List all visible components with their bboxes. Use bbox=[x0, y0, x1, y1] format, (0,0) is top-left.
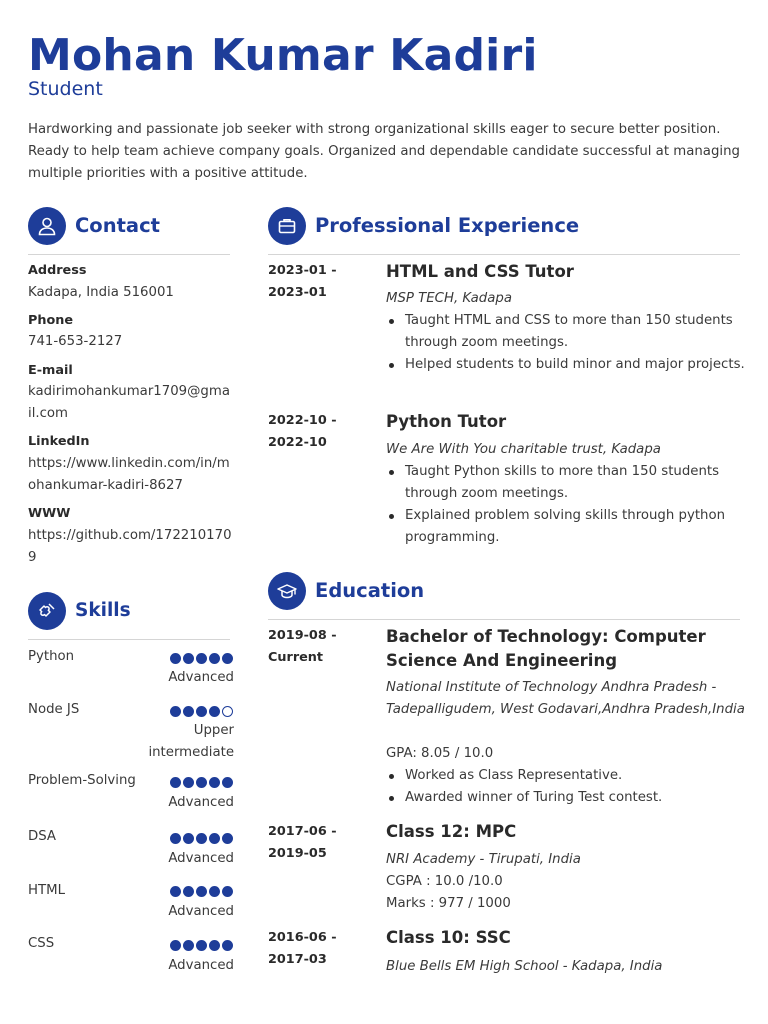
edu-bullet: Awarded winner of Turing Test contest. bbox=[405, 787, 745, 809]
edu-marks: Marks : 977 / 1000 bbox=[386, 896, 511, 911]
skill-name: Node JS bbox=[28, 702, 80, 717]
rating-dot-filled bbox=[196, 653, 207, 664]
job-title: HTML and CSS Tutor bbox=[386, 262, 574, 281]
edu-org: NRI Academy - Tirupati, India bbox=[386, 852, 581, 867]
rating-dot-filled bbox=[209, 833, 220, 844]
skills-title: Skills bbox=[75, 600, 131, 621]
contact-value-email[interactable]: kadirimohankumar1709@gmail.com bbox=[28, 384, 230, 421]
job-date-end: 2022-10 bbox=[268, 435, 327, 450]
rating-dot-filled bbox=[183, 833, 194, 844]
skill-rating bbox=[170, 833, 233, 845]
rating-dot-filled bbox=[196, 777, 207, 788]
skill-rating bbox=[170, 653, 233, 665]
contact-label-email: E-mail bbox=[28, 363, 73, 378]
edu-org: National Institute of Technology Andhra Pradesh - Tadepalligudem, West Godavari,Andhra Pradesh,India bbox=[386, 680, 745, 717]
edu-title: Class 12: MPC bbox=[386, 822, 517, 841]
job-org: We Are With You charitable trust, Kadapa bbox=[386, 442, 661, 457]
rating-dot-filled bbox=[196, 833, 207, 844]
contact-value-phone: 741-653-2127 bbox=[28, 334, 123, 349]
skill-rating bbox=[170, 706, 233, 718]
candidate-role: Student bbox=[28, 78, 103, 100]
rating-dot-filled bbox=[183, 706, 194, 717]
job-title: Python Tutor bbox=[386, 412, 507, 431]
skill-level: Advanced bbox=[168, 795, 234, 810]
job-bullet: Taught Python skills to more than 150 students through zoom meetings. bbox=[405, 461, 745, 505]
rating-dot-filled bbox=[222, 653, 233, 664]
edu-date-start: 2017-06 - bbox=[268, 824, 337, 839]
skill-rating bbox=[170, 886, 233, 898]
rating-dot-filled bbox=[183, 940, 194, 951]
graduation-cap-icon bbox=[268, 572, 306, 610]
education-title: Education bbox=[315, 579, 425, 602]
skill-name: Problem-Solving bbox=[28, 773, 136, 788]
skill-level: Advanced bbox=[168, 904, 234, 919]
rating-dot-filled bbox=[170, 706, 181, 717]
job-org: MSP TECH, Kadapa bbox=[386, 291, 512, 306]
contact-value-www[interactable]: https://github.com/1722101709 bbox=[28, 528, 232, 565]
rating-dot-filled bbox=[183, 886, 194, 897]
experience-section-header bbox=[268, 207, 740, 247]
puzzle-icon bbox=[28, 592, 66, 630]
rating-dot-filled bbox=[170, 833, 181, 844]
contact-value-address: Kadapa, India 516001 bbox=[28, 285, 174, 300]
rating-dot-filled bbox=[222, 833, 233, 844]
edu-date-start: 2019-08 - bbox=[268, 628, 337, 643]
experience-title: Professional Experience bbox=[315, 214, 580, 237]
rating-dot-empty bbox=[222, 706, 233, 717]
edu-bullet: Worked as Class Representative. bbox=[405, 765, 745, 787]
job-date-end: 2023-01 bbox=[268, 285, 327, 300]
edu-date-end: 2019-05 bbox=[268, 846, 327, 861]
rating-dot-filled bbox=[222, 886, 233, 897]
edu-date-start: 2016-06 - bbox=[268, 930, 337, 945]
rating-dot-filled bbox=[183, 653, 194, 664]
contact-label-phone: Phone bbox=[28, 313, 74, 328]
job-date-start: 2023-01 - bbox=[268, 263, 337, 278]
rating-dot-filled bbox=[196, 706, 207, 717]
contact-label-address: Address bbox=[28, 263, 87, 278]
contact-label-www: WWW bbox=[28, 506, 71, 521]
rating-dot-filled bbox=[170, 886, 181, 897]
rating-dot-filled bbox=[196, 940, 207, 951]
skill-rating bbox=[170, 777, 233, 789]
experience-divider bbox=[268, 254, 740, 255]
skill-name: DSA bbox=[28, 829, 57, 844]
job-bullet: Explained problem solving skills through python programming. bbox=[405, 505, 745, 549]
skill-name: Python bbox=[28, 649, 75, 664]
skill-name: CSS bbox=[28, 936, 55, 951]
skills-divider bbox=[28, 639, 230, 640]
contact-section-header bbox=[28, 207, 230, 247]
skill-name: HTML bbox=[28, 883, 66, 898]
education-divider bbox=[268, 619, 740, 620]
job-bullet: Taught HTML and CSS to more than 150 students through zoom meetings. bbox=[405, 310, 745, 354]
rating-dot-filled bbox=[209, 706, 220, 717]
edu-title: Bachelor of Technology: Computer Science And Engineering bbox=[386, 627, 706, 670]
job-bullet: Helped students to build minor and major projects. bbox=[405, 354, 745, 376]
candidate-name: Mohan Kumar Kadiri bbox=[28, 30, 538, 81]
edu-date-end: 2017-03 bbox=[268, 952, 327, 967]
rating-dot-filled bbox=[183, 777, 194, 788]
contact-title: Contact bbox=[75, 214, 160, 237]
contact-label-linkedin: LinkedIn bbox=[28, 434, 90, 449]
person-icon bbox=[28, 207, 66, 245]
rating-dot-filled bbox=[222, 777, 233, 788]
rating-dot-filled bbox=[170, 940, 181, 951]
briefcase-icon bbox=[268, 207, 306, 245]
rating-dot-filled bbox=[170, 653, 181, 664]
rating-dot-filled bbox=[170, 777, 181, 788]
education-section-header bbox=[268, 572, 740, 612]
rating-dot-filled bbox=[209, 653, 220, 664]
skill-level: Advanced bbox=[168, 851, 234, 866]
contact-divider bbox=[28, 254, 230, 255]
rating-dot-filled bbox=[209, 886, 220, 897]
rating-dot-filled bbox=[209, 940, 220, 951]
rating-dot-filled bbox=[196, 886, 207, 897]
summary: Hardworking and passionate job seeker with strong organizational skills eager to secure better position. Ready to help team achieve company goals. Organized and dependable candidate successful at managing multiple priorities with a positive attitude. bbox=[28, 122, 740, 181]
skill-level: Advanced bbox=[168, 958, 234, 973]
skill-rating bbox=[170, 940, 233, 952]
edu-title: Class 10: SSC bbox=[386, 928, 511, 947]
job-date-start: 2022-10 - bbox=[268, 413, 337, 428]
skill-level: Advanced bbox=[168, 670, 234, 685]
edu-gpa: GPA: 8.05 / 10.0 bbox=[386, 746, 494, 761]
edu-cgpa: CGPA : 10.0 /10.0 bbox=[386, 874, 503, 889]
edu-org: Blue Bells EM High School - Kadapa, India bbox=[386, 959, 663, 974]
skills-section-header bbox=[28, 592, 230, 632]
skill-level: Upper intermediate bbox=[148, 723, 234, 760]
rating-dot-filled bbox=[209, 777, 220, 788]
rating-dot-filled bbox=[222, 940, 233, 951]
edu-date-end: Current bbox=[268, 650, 324, 665]
contact-value-linkedin[interactable]: https://www.linkedin.com/in/mohankumar-kadiri-8627 bbox=[28, 456, 230, 493]
